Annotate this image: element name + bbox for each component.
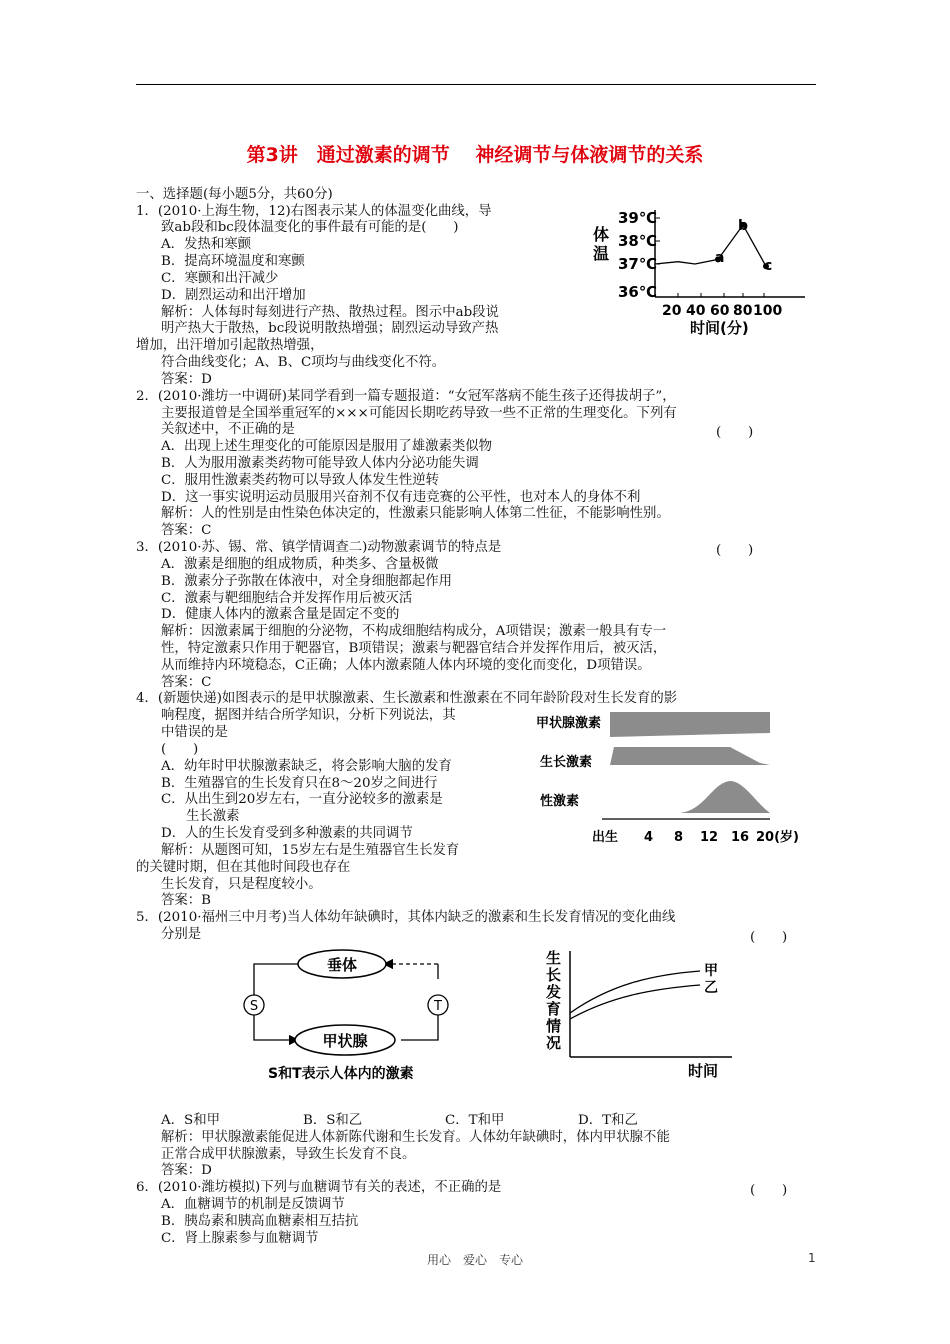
answer-blank: ( ) bbox=[716, 543, 754, 558]
question-2-stem-cont: 主要报道曾是全国举重冠军的×××可能因长期吃药导致一些不正常的生理变化。下列有 bbox=[161, 406, 677, 421]
y-axis-label: 情 bbox=[546, 1017, 562, 1035]
q6-option-b: B．胰岛素和胰高血糖素相互拮抗 bbox=[161, 1214, 359, 1229]
question-5-stem: 5．(2010·福州三中月考)当人体幼年缺碘时，其体内缺乏的激素和生长发育情况的变化曲线 bbox=[136, 910, 676, 925]
x-tick-label: 4 bbox=[644, 830, 654, 845]
q2-option-c: C．服用性激素类药物可以导致人体发生性逆转 bbox=[161, 473, 440, 488]
q4-answer: 答案：B bbox=[161, 893, 212, 908]
series-yi-line bbox=[570, 985, 700, 1019]
question-1-stem-cont: 致ab段和bc段体温变化的事件最有可能的是( ) bbox=[161, 220, 459, 235]
sex-hormone-label: 性激素 bbox=[540, 794, 580, 809]
x-tick-label: 20(岁) bbox=[756, 830, 799, 845]
q5-analysis: 解析：甲状腺激素能促进人体新陈代谢和生长发育。人体幼年缺碘时，体内甲状腺不能 bbox=[161, 1130, 670, 1145]
temperature-chart bbox=[590, 200, 820, 340]
y-axis-label: 温 bbox=[593, 244, 610, 263]
q5-option-b: B．S和乙 bbox=[303, 1113, 363, 1128]
q4-option-c-cont: 生长激素 bbox=[186, 809, 240, 824]
x-axis-label: 时间 bbox=[688, 1062, 719, 1080]
x-axis-label: 时间(分) bbox=[690, 319, 749, 337]
y-axis-label: 长 bbox=[546, 966, 562, 984]
q6-option-a: A．血糖调节的机制是反馈调节 bbox=[161, 1197, 345, 1212]
question-1-stem: 1．(2010·上海生物，12)右图表示某人的体温变化曲线，导 bbox=[136, 204, 492, 219]
q1-option-d: D．剧烈运动和出汗增加 bbox=[161, 288, 306, 303]
question-3-stem: 3．(2010·苏、锡、常、镇学情调查二)动物激素调节的特点是 bbox=[136, 540, 502, 555]
answer-blank: ( ) bbox=[750, 1183, 788, 1198]
q2-analysis: 解析：人的性别是由性染色体决定的，性激素只能影响人体第二性征，不能影响性别。 bbox=[161, 506, 670, 521]
q5-option-a: A．S和甲 bbox=[161, 1113, 221, 1128]
growth-chart bbox=[540, 945, 740, 1085]
q1-answer: 答案：D bbox=[161, 372, 212, 387]
q2-option-b: B．人为服用激素类药物可能导致人体内分泌功能失调 bbox=[161, 456, 479, 471]
y-tick-label: 37℃ bbox=[618, 255, 658, 273]
thyroid-label: 甲状腺 bbox=[322, 1032, 368, 1050]
q4-option-c: C．从出生到20岁左右，一直分泌较多的激素是 bbox=[161, 792, 443, 807]
q1-analysis: 解析：人体每时每刻进行产热、散热过程。图示中ab段说 bbox=[161, 305, 499, 320]
q5-answer: 答案：D bbox=[161, 1163, 212, 1178]
x-tick-label: 20 bbox=[662, 303, 682, 319]
temperature-series-line bbox=[655, 225, 766, 266]
thyroid-hormone-label: 甲状腺激素 bbox=[536, 716, 602, 731]
page-title: 第3讲 通过激素的调节 神经调节与体液调节的关系 bbox=[246, 144, 704, 166]
x-tick-label: 16 bbox=[731, 830, 750, 845]
growth-hormone-band bbox=[610, 747, 770, 765]
q4-analysis-cont: 生长发育，只是程度较小。 bbox=[161, 877, 322, 892]
sex-hormone-band bbox=[680, 781, 770, 813]
q3-option-c: C．激素与靶细胞结合并发挥作用后被灭活 bbox=[161, 591, 413, 606]
point-c-label: c bbox=[764, 258, 773, 274]
x-tick-label: 12 bbox=[700, 830, 719, 845]
q2-answer: 答案：C bbox=[161, 523, 212, 538]
y-tick-label: 38℃ bbox=[618, 232, 658, 250]
question-5-stem-cont: 分别是 bbox=[161, 927, 202, 942]
x-tick-label: 出生 bbox=[592, 830, 619, 845]
q2-option-d: D．这一事实说明运动员服用兴奋剂不仅有违竞赛的公平性，也对本人的身体不利 bbox=[161, 490, 641, 505]
point-b-label: b bbox=[738, 218, 749, 234]
q1-option-a: A．发热和寒颤 bbox=[161, 237, 252, 252]
q4-analysis: 解析：从题图可知，15岁左右是生殖器官生长发育 bbox=[161, 843, 460, 858]
question-2-stem-cont: 关叙述中，不正确的是 bbox=[161, 422, 295, 437]
q3-option-a: A．激素是细胞的组成物质，种类多、含量极微 bbox=[161, 557, 439, 572]
q2-option-a: A．出现上述生理变化的可能原因是服用了雄激素类似物 bbox=[161, 439, 493, 454]
series-jia-line bbox=[570, 971, 700, 1013]
question-2-stem: 2．(2010·潍坊一中调研)某同学看到一篇专题报道：“女冠军落病不能生孩子还得拔胡子”， bbox=[136, 389, 676, 404]
q1-option-c: C．寒颤和出汗减少 bbox=[161, 271, 279, 286]
x-tick-label: 40 bbox=[686, 303, 706, 319]
q5-option-c: C．T和甲 bbox=[445, 1113, 505, 1128]
y-axis-label: 体 bbox=[593, 225, 610, 244]
y-axis-label: 况 bbox=[546, 1034, 562, 1052]
page-footer: 用心 爱心 专心 bbox=[426, 1253, 523, 1267]
series-yi-label: 乙 bbox=[704, 980, 718, 996]
y-tick-label: 39℃ bbox=[618, 209, 658, 227]
x-tick-label: 80 bbox=[733, 303, 753, 319]
y-axis-label: 发 bbox=[546, 983, 562, 1001]
thyroid-hormone-band bbox=[610, 712, 770, 737]
q6-option-c: C．肾上腺素参与血糖调节 bbox=[161, 1231, 319, 1246]
q3-option-d: D．健康人体内的激素含量是固定不变的 bbox=[161, 607, 400, 622]
s-hormone-label: S bbox=[249, 999, 259, 1014]
q3-analysis: 解析：因激素属于细胞的分泌物，不构成细胞结构成分，A项错误；激素一般具有专一 bbox=[161, 624, 667, 639]
q3-answer: 答案：C bbox=[161, 675, 212, 690]
q3-analysis-cont: 性，特定激素只作用于靶器官，B项错误；激素与靶器官结合并发挥作用后，被灭活， bbox=[161, 641, 667, 656]
section-heading: 一、选择题(每小题5分，共60分) bbox=[136, 187, 333, 202]
diagram-caption: S和T表示人体内的激素 bbox=[268, 1066, 414, 1082]
answer-blank: ( ) bbox=[716, 425, 754, 440]
t-hormone-label: T bbox=[434, 999, 442, 1014]
q5-option-d: D．T和乙 bbox=[578, 1113, 638, 1128]
q4-analysis-cont: 的关键时期，但在其他时间段也存在 bbox=[136, 860, 351, 875]
answer-blank: ( ) bbox=[750, 930, 788, 945]
point-a-label: a bbox=[715, 250, 725, 266]
q4-option-a: A．幼年时甲状腺激素缺乏，将会影响大脑的发育 bbox=[161, 759, 452, 774]
q3-option-b: B．激素分子弥散在体液中，对全身细胞都起作用 bbox=[161, 574, 453, 589]
q1-analysis-cont: 符合曲线变化；A、B、C项均与曲线变化不符。 bbox=[161, 355, 446, 370]
q4-option-b: B．生殖器官的生长发育只在8～20岁之间进行 bbox=[161, 776, 438, 791]
x-tick-label: 60 bbox=[710, 303, 730, 319]
q1-analysis-cont: 增加，出汗增加引起散热增强， bbox=[136, 338, 324, 353]
q1-option-b: B．提高环境温度和寒颤 bbox=[161, 254, 305, 269]
q3-analysis-cont: 从而维持内环境稳态，C正确；人体内激素随人体内环境的变化而变化，D项错误。 bbox=[161, 658, 651, 673]
q5-analysis-cont: 正常合成甲状腺激素，导致生长发育不良。 bbox=[161, 1147, 416, 1162]
question-4-stem-cont: 响程度，据图并结合所学知识，分析下列说法，其 bbox=[161, 708, 456, 723]
question-4-stem: 4．(新题快递)如图表示的是甲状腺激素、生长激素和性激素在不同年龄阶段对生长发育的影 bbox=[136, 691, 678, 706]
pituitary-label: 垂体 bbox=[326, 956, 358, 974]
answer-blank: ( ) bbox=[161, 742, 199, 757]
y-tick-label: 36℃ bbox=[618, 283, 658, 301]
x-tick-label: 100 bbox=[753, 303, 783, 319]
x-tick-label: 8 bbox=[674, 830, 684, 845]
q4-option-d: D．人的生长发育受到多种激素的共同调节 bbox=[161, 826, 413, 841]
growth-hormone-label: 生长激素 bbox=[540, 755, 593, 770]
header-rule bbox=[136, 84, 816, 85]
question-4-stem-cont: 中错误的是 bbox=[161, 725, 228, 740]
hormone-effect-chart bbox=[530, 705, 810, 853]
series-jia-label: 甲 bbox=[704, 963, 718, 979]
page-number: 1 bbox=[808, 1251, 816, 1265]
y-axis-label: 生 bbox=[546, 949, 562, 967]
q1-analysis-cont: 明产热大于散热，bc段说明散热增强；剧烈运动导致产热 bbox=[161, 321, 499, 336]
y-axis-label: 育 bbox=[546, 1000, 562, 1018]
pituitary-thyroid-diagram bbox=[238, 945, 460, 1085]
question-6-stem: 6．(2010·潍坊模拟)下列与血糖调节有关的表述，不正确的是 bbox=[136, 1180, 502, 1195]
